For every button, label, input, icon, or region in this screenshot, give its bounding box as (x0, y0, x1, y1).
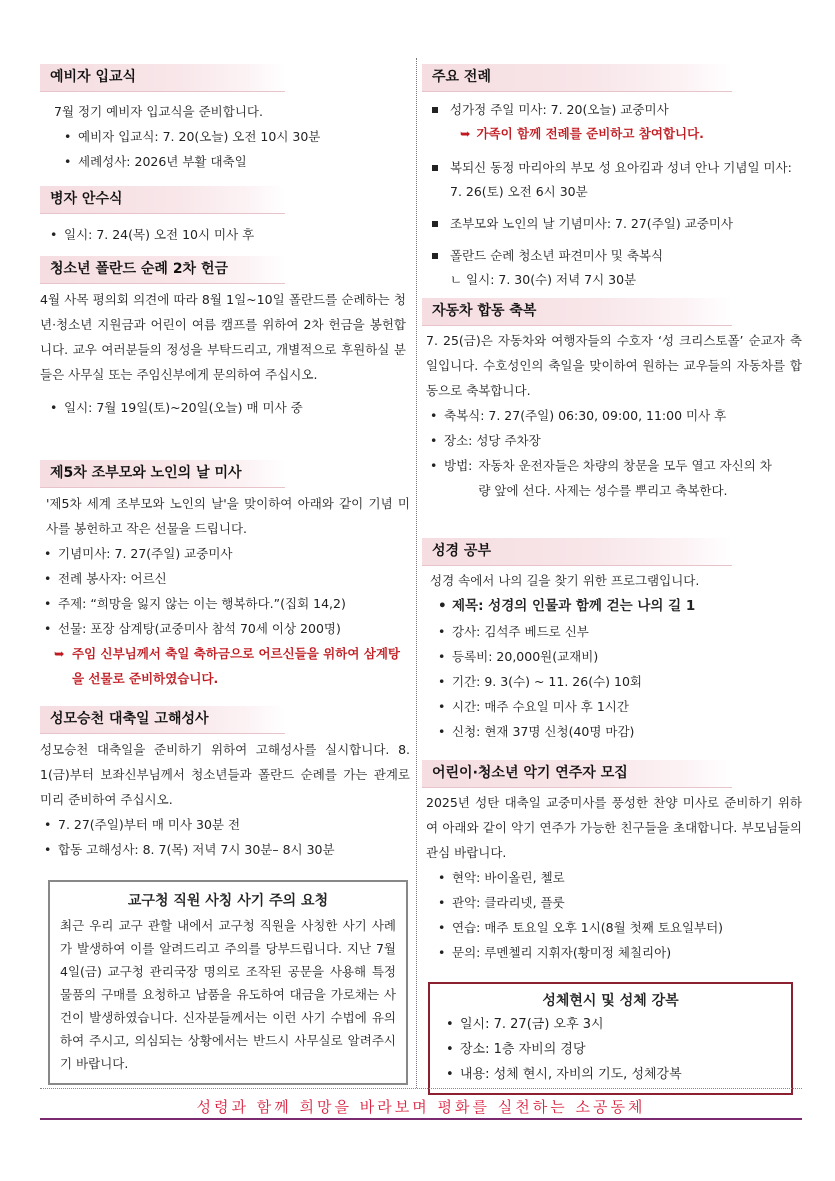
grandparents-section (40, 460, 410, 691)
arrow-icon: ➥ (460, 126, 471, 141)
section-header: 주요 전례 (422, 64, 732, 92)
liturgy-section (422, 64, 802, 292)
assumption-text: 성모승천 대축일을 준비하기 위하여 고해성사를 실시합니다. 8. 1(금)부터 보좌신부님께서 청소년들과 폴란드 순례를 가는 관계로 미리 준비하여 주십시오. (40, 742, 410, 807)
list-item: • 현악: 바이올린, 첼로 (438, 865, 802, 890)
assumption-section (40, 706, 410, 862)
list-item: • 축복식: 7. 27(주일) 06:30, 09:00, 11:00 미사 후 (430, 403, 802, 428)
arrow-icon: ➥ (54, 646, 65, 661)
fraud-warning-text: 최근 우리 교구 관할 내에서 교구청 직원을 사칭한 사기 사례가 발생하여 이를 알려드리고 주의를 당부드립니다. 지난 7월 4일(금) 교구청 관리국장 명의로 조작된 공문을 사용해 특정 물품의 구매를 요청하고 납품을 유도하여 대금을 가로채는 사건이 발생하였습니다. 신자분들께서는 이런 사기 수법에 유의하여 주시고, 의심되는 상황에서는 반드시 사무실로 알려주시기 바랍니다. (60, 918, 396, 1071)
list-item: 복되신 동정 마리아의 부모 성 요아킴과 성녀 안나 기념일 미사: 7. 26(토) 오전 6시 30분 (430, 156, 802, 204)
list-item: • 장소: 성당 주차장 (430, 428, 802, 453)
list-item: • 기념미사: 7. 27(주일) 교중미사 (44, 541, 410, 566)
list-item: • 합동 고해성사: 8. 7(목) 저녁 7시 30분– 8시 30분 (44, 837, 410, 862)
list-item: 조부모와 노인의 날 기념미사: 7. 27(주일) 교중미사 (430, 212, 802, 236)
bible-subject: • 제목: 성경의 인물과 함께 걷는 나의 길 1 (438, 594, 802, 619)
liturgy-sub-item: ㄴ 일시: 7. 30(수) 저녁 7시 30분 (450, 272, 637, 287)
column-divider (416, 58, 417, 1088)
adoration-box (428, 982, 793, 1095)
list-item: • 예비자 입교식: 7. 20(오늘) 오전 10시 30분 (64, 124, 410, 149)
list-item: • 세례성사: 2026년 부활 대축일 (64, 149, 410, 174)
catechumen-intro: 7월 정기 예비자 입교식을 준비합니다. (54, 104, 263, 119)
list-item: 폴란드 순례 청소년 파견미사 및 축복식 ㄴ 일시: 7. 30(수) 저녁 7시 30분 (430, 244, 802, 292)
anointing-section (40, 186, 410, 247)
poland-text: 4월 사목 평의회 의견에 따라 8월 1일~10일 폴란드를 순례하는 청년·청소년 지원금과 어린이 여름 캠프를 위하여 2차 헌금을 봉헌합니다. 교우 여러분들의 정성을 부탁드리고, 개별적으로 후원하실 분들은 사무실 또는 주임신부에게 문의하여 주십시오. (40, 292, 406, 382)
section-header: 제5차 조부모와 노인의 날 미사 (40, 460, 285, 488)
list-item: • 기간: 9. 3(수) ~ 11. 26(수) 10회 (438, 669, 802, 694)
catechumen-section (40, 64, 410, 174)
section-header: 청소년 폴란드 순례 2차 헌금 (40, 256, 285, 284)
car-text: 7. 25(금)은 자동차와 여행자들의 수호자 ‘성 크리스토폴’ 순교자 축일입니다. 수호성인의 축일을 맞이하여 원하는 교우들의 자동차를 합동으로 축복합니다. (426, 333, 802, 398)
list-item: • 선물: 포장 삼계탕(교중미사 참석 70세 이상 200명) (44, 616, 410, 641)
list-item: • 연습: 매주 토요일 오후 1시(8월 첫째 토요일부터) (438, 915, 802, 940)
list-item: • 일시: 7. 27(금) 오후 3시 (446, 1012, 781, 1037)
list-item: • 강사: 김석주 베드로 신부 (438, 619, 802, 644)
section-header: 병자 안수식 (40, 186, 285, 214)
fraud-warning-title: 교구청 직원 사칭 사기 주의 요청 (127, 893, 329, 909)
list-item: • 7. 27(주일)부터 매 미사 30분 전 (44, 812, 410, 837)
list-item: • 전례 봉사자: 어르신 (44, 566, 410, 591)
adoration-title: 성체현시 및 성체 강복 (542, 993, 679, 1009)
list-item: • 일시: 7월 19일(토)~20일(오늘) 매 미사 중 (50, 395, 410, 420)
list-item: • 신청: 현재 37명 신청(40명 마감) (438, 719, 802, 744)
footer-rule (40, 1118, 802, 1120)
bible-study-section (422, 538, 802, 744)
list-item: • 문의: 루멘첼리 지휘자(황미정 체칠리아) (438, 940, 802, 965)
poland-section (40, 256, 410, 420)
list-item: 성가정 주일 미사: 7. 20(오늘) 교중미사 ➥ 가족이 함께 전례를 준비하고 참여합니다. (430, 98, 802, 146)
section-header: 자동차 합동 축복 (422, 298, 732, 326)
grandparents-text: '제5차 세계 조부모와 노인의 날'을 맞이하여 아래와 같이 기념 미사를 봉헌하고 작은 선물을 드립니다. (46, 496, 410, 536)
section-header: 성모승천 대축일 고해성사 (40, 706, 285, 734)
bible-intro: 성경 속에서 나의 길을 찾기 위한 프로그램입니다. (430, 573, 700, 588)
grandparents-note: ➥ 주임 신부님께서 축일 축하금으로 어르신들을 위하여 삼계탕을 선물로 준비하였습니다. (40, 641, 410, 691)
car-blessing-section (422, 298, 802, 503)
footer-slogan: 성령과 함께 희망을 바라보며 평화를 실천하는 소공동체 (196, 1098, 646, 1116)
list-item: • 주제: “희망을 잃지 않는 이는 행복하다.”(집회 14,2) (44, 591, 410, 616)
section-header: 어린이·청소년 악기 연주자 모집 (422, 760, 732, 788)
section-header: 성경 공부 (422, 538, 732, 566)
fraud-warning-box (48, 880, 408, 1085)
footer-dotted-rule (40, 1088, 802, 1089)
list-item: • 관악: 클라리넷, 플룻 (438, 890, 802, 915)
section-header: 예비자 입교식 (40, 64, 285, 92)
list-item: • 장소: 1층 자비의 경당 (446, 1037, 781, 1062)
list-item: • 등록비: 20,000원(교재비) (438, 644, 802, 669)
liturgy-note: ➥ 가족이 함께 전례를 준비하고 참여합니다. (460, 126, 704, 141)
list-item: • 일시: 7. 24(목) 오전 10시 미사 후 (50, 222, 410, 247)
list-item: • 내용: 성체 현시, 자비의 기도, 성체강복 (446, 1062, 781, 1087)
list-item: • 방법: 자동차 운전자들은 차량의 창문을 모두 열고 자신의 차량 앞에 선다. 사제는 성수를 뿌리고 축복한다. (430, 453, 802, 503)
list-item: • 시간: 매주 수요일 미사 후 1시간 (438, 694, 802, 719)
music-section (422, 760, 802, 965)
music-text: 2025년 성탄 대축일 교중미사를 풍성한 찬양 미사로 준비하기 위하여 아래와 같이 악기 연주가 가능한 친구들을 초대합니다. 부모님들의 관심 바랍니다. (426, 795, 802, 860)
